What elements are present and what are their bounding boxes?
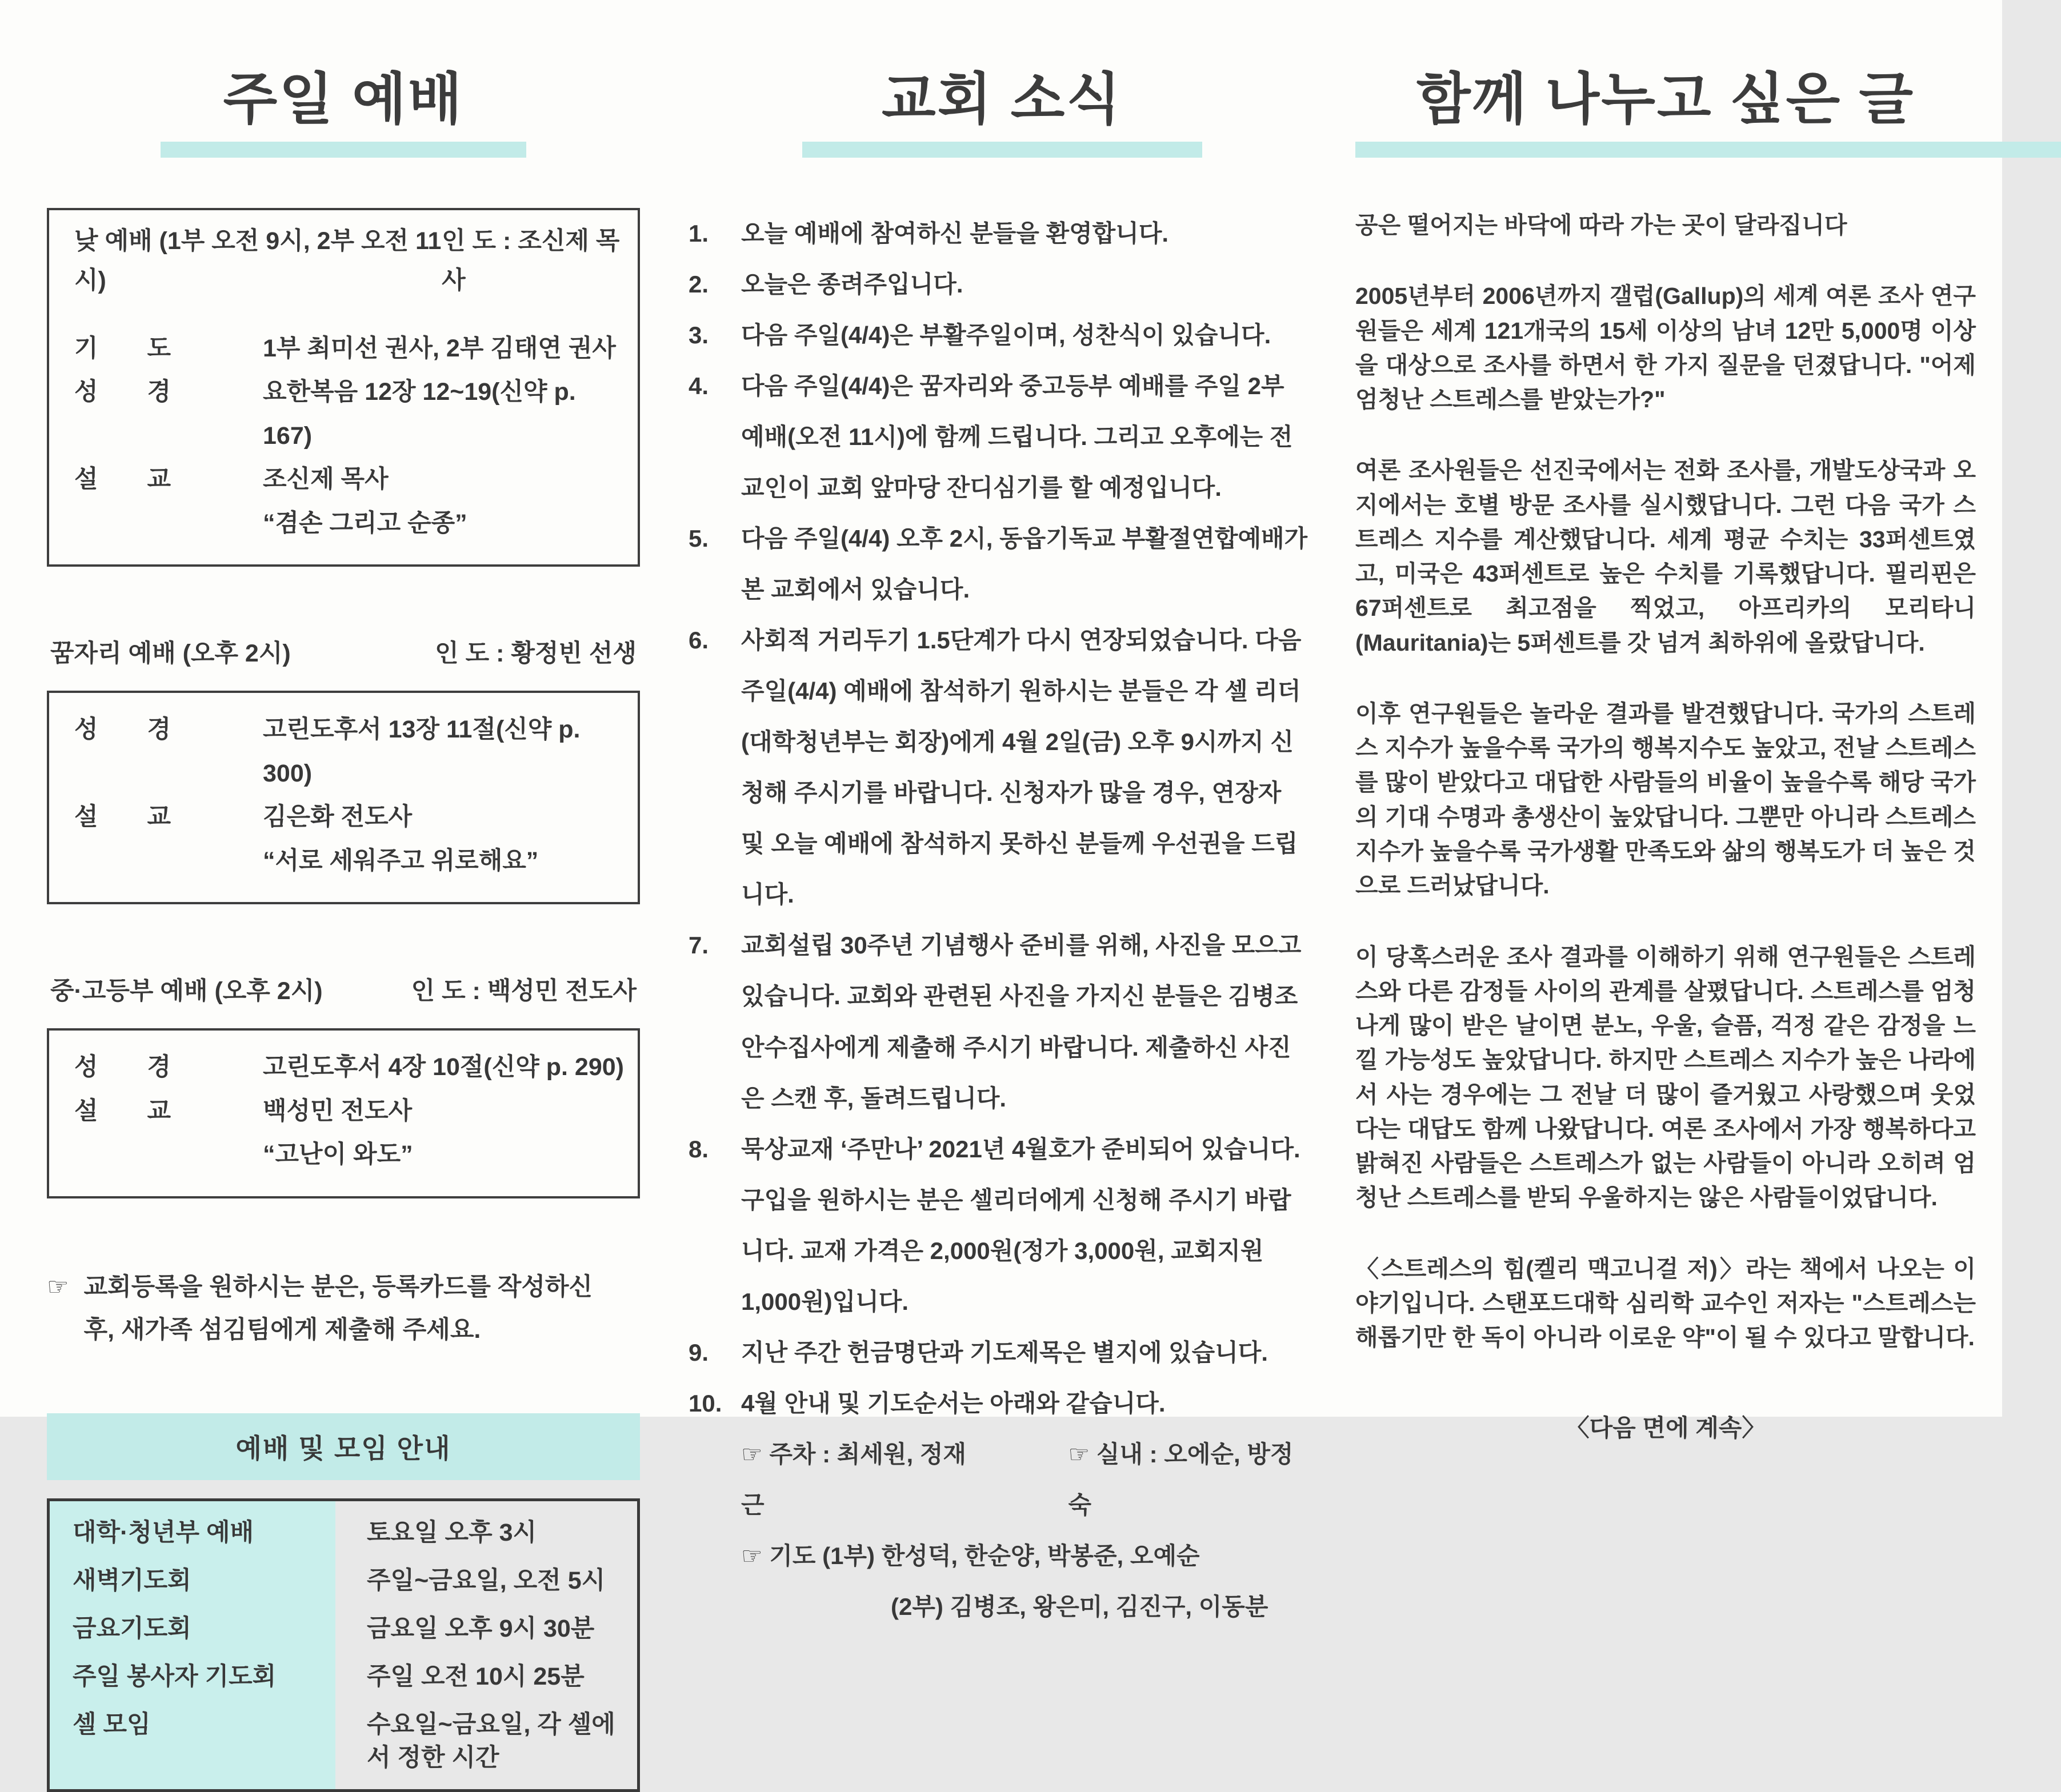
column-shared-essay bbox=[1331, 54, 2002, 1442]
service-leader: 인 도 : 백성민 전도사 bbox=[411, 977, 637, 1005]
row-label: 설 교 bbox=[74, 1097, 171, 1125]
essay-paragraph: 여론 조사원들은 선진국에서는 전화 조사를, 개발도상국과 오지에서는 호별 방문 조사를 실시했답니다. 그런 다음 국가 스트레스 지수를 계산했답니다. 세계 평균 수치는 33퍼센트였고, 미국은 43퍼센트로 높은 수치를 기록했답니다. 필리핀은 67퍼센트로 최고점을 찍었고, 아프리카의 모리타니(Mauritania)는 5퍼센트를 갓 넘겨 최하위에 올랐답니다. bbox=[1355, 457, 1976, 656]
meeting-time: 토요일 오후 3시 bbox=[367, 1519, 537, 1547]
meeting-name: 대학·청년부 예배 bbox=[50, 1501, 335, 1557]
item-text: 다음 주일(4/4)은 꿈자리와 중고등부 예배를 주일 2부 예배(오전 11시)에 함께 드립니다. 그리고 오후에는 전교인이 교회 앞마당 잔디심기를 할 예정입니다. bbox=[741, 372, 1293, 502]
prayer-duty-part2: (2부) 김병조, 왕은미, 김진구, 이동분 bbox=[891, 1593, 1268, 1620]
prayer-duty-part1: ☞ 기도 (1부) 한성덕, 한순양, 박봉준, 오예순 bbox=[741, 1542, 1200, 1569]
page-title: 함께 나누고 싶은 글 bbox=[1416, 67, 1915, 130]
item-number: 4. bbox=[689, 372, 709, 400]
row-label: 성 경 bbox=[74, 1053, 171, 1081]
item-number: 1. bbox=[689, 220, 709, 247]
registration-note bbox=[47, 1266, 640, 1352]
worship-row bbox=[74, 1089, 627, 1133]
meeting-name: 금요기도회 bbox=[50, 1605, 335, 1653]
title-underline-bar bbox=[802, 142, 1202, 158]
item-text: 다음 주일(4/4) 오후 2시, 동읍기독교 부활절연합예배가 본 교회에서 있습니다. bbox=[741, 525, 1308, 603]
meetings-guide-title: 예배 및 모임 안내 bbox=[47, 1413, 640, 1480]
worship-row bbox=[74, 708, 627, 795]
service-name: 중·고등부 예배 (오후 2시) bbox=[50, 977, 323, 1005]
page-title: 교회 소식 bbox=[882, 67, 1122, 130]
item-text: 4월 안내 및 기도순서는 아래와 같습니다. bbox=[741, 1389, 1166, 1417]
news-item bbox=[689, 615, 1310, 920]
news-item bbox=[689, 208, 1310, 259]
worship-row bbox=[74, 327, 627, 371]
row-value: 요한복음 12장 12~19(신약 p. 167) bbox=[263, 378, 576, 450]
youth-worship-box bbox=[47, 1028, 640, 1198]
essay-paragraph: 〈스트레스의 힘(켈리 맥고니걸 저)〉라는 책에서 나오는 이야기입니다. 스탠포드대학 심리학 교수인 저자는 "스트레스는 해롭기만 한 독이 아니라 이로운 약"이 될 수 있다고 말합니다. bbox=[1355, 1255, 1976, 1351]
sermon-title-quote: “겸손 그리고 순종” bbox=[263, 509, 467, 537]
sunday-worship-title-block bbox=[47, 54, 640, 158]
service-name: 꿈자리 예배 (오후 2시) bbox=[50, 640, 291, 668]
item-number: 2. bbox=[689, 271, 709, 298]
item-text: 다음 주일(4/4)은 부활주일이며, 성찬식이 있습니다. bbox=[741, 322, 1271, 349]
row-label: 기 도 bbox=[74, 334, 171, 362]
registration-note-text: 교회등록을 원하시는 분은, 등록카드를 작성하신 후, 새가족 섬김팀에게 제출해 주세요. bbox=[83, 1273, 593, 1344]
day-worship-header bbox=[74, 222, 627, 300]
day-worship-box bbox=[47, 208, 640, 567]
news-item bbox=[689, 259, 1310, 310]
item-text: 교회설립 30주년 기념행사 준비를 위해, 사진을 모으고 있습니다. 교회와 관련된 사진을 가지신 분들은 김병조 안수집사에게 제출해 주시기 바랍니다. 제출하신 사진은 스캔 후, 돌려드립니다. bbox=[741, 932, 1302, 1112]
service-leader: 인 도 : 황정빈 선생 bbox=[435, 640, 637, 668]
parking-duty: ☞ 주차 : 최세원, 정재근 bbox=[741, 1440, 966, 1518]
meetings-table bbox=[47, 1498, 640, 1792]
item-text: 사회적 거리두기 1.5단계가 다시 연장되었습니다. 다음 주일(4/4) 예배에 참석하기 원하시는 분들은 각 셀 리더(대학청년부는 회장)에게 4월 2일(금) 오후 9시까지 신청해 주시기를 바랍니다. 신청자가 많을 경우, 연장자 및 오늘 예배에 참석하지 못하신 분들께 우선권을 드립니다. bbox=[741, 627, 1302, 908]
page-title: 주일 예배 bbox=[223, 67, 464, 130]
item-text: 묵상교재 ‘주만나’ 2021년 4월호가 준비되어 있습니다. 구입을 원하시는 분은 셀리더에게 신청해 주시기 바랍니다. 교재 가격은 2,000원(정가 3,000원, 교회지원 1,000원)입니다. bbox=[741, 1135, 1300, 1315]
news-list bbox=[689, 208, 1315, 1632]
item-number: 6. bbox=[689, 627, 709, 654]
meeting-time: 주일~금요일, 오전 5시 bbox=[367, 1567, 606, 1595]
news-item bbox=[689, 310, 1310, 360]
news-item bbox=[689, 1378, 1310, 1429]
item-text: 오늘 예배에 참여하신 분들을 환영합니다. bbox=[741, 220, 1169, 247]
title-underline-bar bbox=[161, 142, 526, 158]
column-sunday-worship bbox=[0, 54, 666, 1772]
indoor-duty: ☞ 실내 : 오에순, 방정숙 bbox=[1068, 1440, 1294, 1518]
item-number: 9. bbox=[689, 1338, 709, 1366]
essay-paragraph: 이 당혹스러운 조사 결과를 이해하기 위해 연구원들은 스트레스와 다른 감정들 사이의 관계를 살폈답니다. 스트레스를 엄청나게 많이 받은 날이면 분노, 우울, 슬픔, 걱정 같은 감정을 느낄 가능성도 높았답니다. 하지만 스트레스 지수가 높은 나라에서 사는 경우에는 그 전날 더 많이 즐거웠고 사랑했으며 웃었다는 대답도 함께 나왔답니다. 여론 조사에서 가장 행복하다고 밝혀진 사람들은 스트레스가 없는 사람들이 아니라 오히려 엄청난 스트레스를 받되 우울하지는 않은 사람들이었답니다. bbox=[1355, 943, 1976, 1211]
dream-worship-box bbox=[47, 691, 640, 904]
service-name: 낮 예배 (1부 오전 9시, 2부 오전 11시) bbox=[74, 227, 442, 294]
news-item bbox=[689, 920, 1310, 1123]
essay-paragraph: 2005년부터 2006년까지 갤럽(Gallup)의 세계 여론 조사 연구원들은 세계 121개국의 15세 이상의 남녀 12만 5,000명 이상을 대상으로 조사를 하면서 한 가지 질문을 던졌답니다. "어제 엄청난 스트레스를 받았는가?" bbox=[1355, 283, 1976, 413]
row-label: 성 경 bbox=[74, 716, 171, 744]
worship-row bbox=[74, 795, 627, 839]
item-number: 8. bbox=[689, 1135, 709, 1162]
youth-worship-header bbox=[47, 972, 640, 1011]
section-youth-worship bbox=[47, 972, 640, 1198]
assignment-line bbox=[741, 1429, 1310, 1530]
item-text: 오늘은 종려주입니다. bbox=[741, 271, 963, 298]
row-label: 성 경 bbox=[74, 378, 171, 406]
item-text: 지난 주간 헌금명단과 기도제목은 별지에 있습니다. bbox=[741, 1338, 1268, 1366]
column-church-news bbox=[666, 54, 1331, 1620]
meeting-name: 새벽기도회 bbox=[50, 1557, 335, 1605]
meeting-time: 주일 오전 10시 25분 bbox=[367, 1663, 585, 1691]
essay-paragraph: 이후 연구원들은 놀라운 결과를 발견했답니다. 국가의 스트레스 지수가 높을수록 국가의 행복지수도 높았고, 전날 스트레스를 많이 받았다고 대답한 사람들의 비율이 높을수록 해당 국가의 기대 수명과 총생산이 높았답니다. 그뿐만 아니라 스트레스 지수가 높을수록 국가생활 만족도와 삶의 행복도가 더 높은 것으로 드러났답니다. bbox=[1355, 700, 1976, 899]
meeting-time: 수요일~금요일, 각 셀에서 정한 시간 bbox=[367, 1711, 615, 1772]
section-day-worship bbox=[47, 208, 640, 567]
item-number: 5. bbox=[689, 525, 709, 552]
dream-worship-header bbox=[47, 634, 640, 673]
item-number: 3. bbox=[689, 322, 709, 349]
april-duty-assignments bbox=[741, 1429, 1310, 1632]
worship-row bbox=[74, 458, 627, 502]
meeting-time: 금요일 오후 9시 30분 bbox=[367, 1615, 595, 1643]
row-value: 고린도후서 4장 10절(신약 p. 290) bbox=[263, 1053, 624, 1081]
sermon-title-quote: “서로 세워주고 위로해요” bbox=[263, 847, 539, 875]
worship-row bbox=[74, 370, 627, 458]
sermon-title-quote: “고난이 와도” bbox=[263, 1141, 413, 1169]
news-item bbox=[689, 1124, 1310, 1327]
row-value: 백성민 전도사 bbox=[263, 1097, 413, 1125]
row-label: 설 교 bbox=[74, 803, 171, 831]
row-value: 김은화 전도사 bbox=[263, 803, 413, 831]
news-item bbox=[689, 1327, 1310, 1378]
continued-next-page-note: 〈다음 면에 계속〉 bbox=[1565, 1414, 1766, 1442]
news-item bbox=[689, 513, 1310, 615]
item-number: 10. bbox=[689, 1389, 722, 1417]
worship-row bbox=[74, 1045, 627, 1089]
row-label: 설 교 bbox=[74, 466, 171, 494]
item-number: 7. bbox=[689, 932, 709, 959]
title-underline-bar bbox=[1355, 142, 2061, 158]
pointing-hand-icon: ☞ bbox=[47, 1273, 69, 1301]
meeting-name: 주일 봉사자 기도회 bbox=[50, 1653, 335, 1701]
row-value: 조신제 목사 bbox=[263, 466, 389, 494]
section-dream-worship bbox=[47, 634, 640, 904]
row-value: 1부 최미선 권사, 2부 김태연 권사 bbox=[263, 334, 616, 362]
service-leader: 인 도 : 조신제 목사 bbox=[442, 227, 620, 294]
news-item bbox=[689, 360, 1310, 513]
row-value: 고린도후서 13장 11절(신약 p. 300) bbox=[263, 716, 581, 787]
meeting-name: 셀 모임 bbox=[50, 1701, 335, 1789]
essay-paragraph: 공은 떨어지는 바닥에 따라 가는 곳이 달라집니다 bbox=[1355, 212, 1847, 238]
essay-title-block bbox=[1355, 54, 1976, 158]
church-news-title-block bbox=[689, 54, 1315, 158]
